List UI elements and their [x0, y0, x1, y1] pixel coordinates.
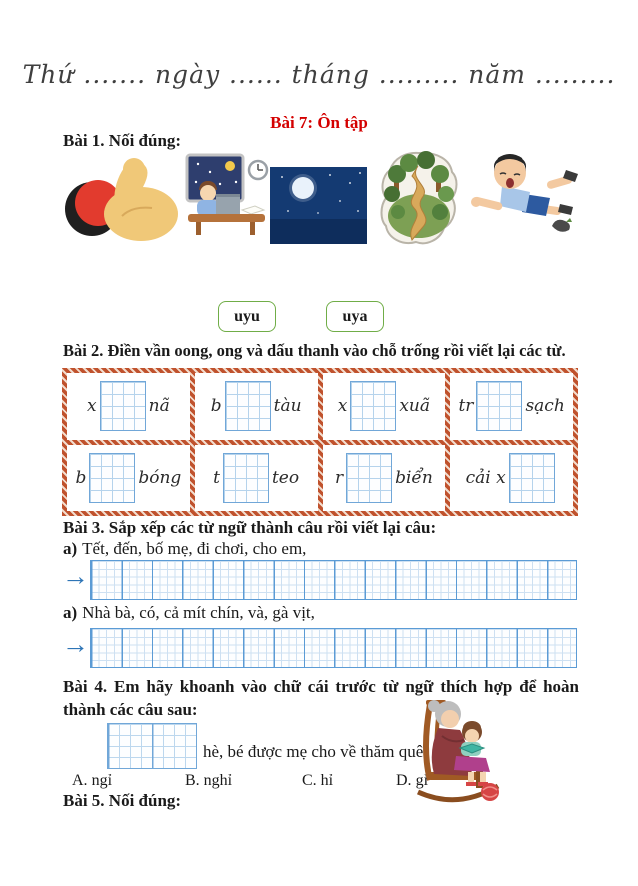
exercise1-heading: Bài 1. Nối đúng: — [63, 131, 182, 150]
item-text: Tết, đến, bố mẹ, đi chơi, cho em, — [82, 539, 307, 558]
exercise4-sentence: hè, bé được mẹ cho về thăm quê. — [203, 742, 428, 761]
boy-tripping-image — [466, 152, 578, 240]
table-cell — [67, 373, 190, 440]
table-cell — [195, 373, 318, 440]
word-suffix: bóng — [138, 467, 182, 488]
option-text: nghỉ — [203, 772, 233, 789]
exercise3-heading: Bài 3. Sắp xếp các từ ngữ thành câu rồi viết lại câu: — [63, 518, 437, 537]
option-b[interactable] — [185, 772, 232, 790]
write-in-grid[interactable] — [350, 381, 396, 431]
word-suffix: sạch — [525, 396, 565, 417]
word-prefix: x — [87, 396, 97, 417]
write-in-grid[interactable] — [225, 381, 271, 431]
option-text: gỉ — [415, 772, 429, 789]
word-suffix: biển — [395, 467, 433, 488]
exercise3-item-a1 — [63, 539, 306, 559]
word-prefix: b — [75, 467, 87, 488]
word-suffix: nã — [148, 396, 170, 417]
option-c[interactable] — [302, 772, 333, 790]
word-suffix: teo — [271, 467, 300, 488]
table-cell — [323, 373, 446, 440]
word-prefix: tr — [458, 396, 474, 417]
muscle-arm-image — [62, 156, 180, 244]
word-prefix: x — [337, 396, 348, 417]
word-suffix: xuã — [399, 396, 430, 417]
exercise5-heading: Bài 5. Nối đúng: — [63, 791, 182, 810]
exercise4-heading: Bài 4. Em hãy khoanh vào chữ cái trước từ ngữ thích hợp để hoàn thành các câu sau: — [63, 677, 579, 719]
word-prefix: r — [334, 467, 344, 488]
exercise4-write-in-grid[interactable] — [107, 723, 197, 769]
option-label: B. — [185, 772, 200, 789]
night-sky-moon-icon — [270, 167, 367, 244]
lesson-title: Bài 7: Ôn tập — [270, 113, 368, 132]
grandma-reading-icon — [408, 692, 508, 807]
word-prefix: b — [210, 396, 222, 417]
table-cell — [323, 445, 446, 512]
night-sky-image — [270, 167, 367, 244]
date-line: Thứ ....... ngày ...... tháng ......... năm ......... — [22, 60, 616, 89]
forest-path-icon — [378, 150, 460, 248]
grandma-reading-image — [408, 692, 508, 807]
option-label: A. — [72, 772, 88, 789]
boy-tripping-icon — [466, 152, 578, 240]
word-suffix: tàu — [273, 396, 302, 417]
exercise2-heading: Bài 2. Điền vần oong, ong và dấu thanh vào chỗ trống rồi viết lại các từ. — [63, 341, 566, 360]
table-cell — [450, 373, 573, 440]
writing-grid-2[interactable] — [90, 628, 577, 668]
item-text: Nhà bà, có, cả mít chín, và, gà vịt, — [82, 603, 315, 622]
answer-box-uya[interactable]: uya — [326, 301, 384, 332]
answer-box-uyu[interactable]: uyu — [218, 301, 276, 332]
word-prefix: cải x — [465, 467, 506, 488]
write-in-grid[interactable] — [346, 453, 392, 503]
option-label: D. — [396, 772, 412, 789]
exercise3-item-a2 — [63, 603, 315, 623]
writing-grid-1[interactable] — [90, 560, 577, 600]
item-label: a) — [63, 539, 78, 558]
write-in-grid[interactable] — [509, 453, 555, 503]
word-fill-table — [62, 368, 578, 516]
word-prefix: t — [213, 467, 220, 488]
child-studying-icon — [184, 152, 269, 237]
write-in-grid[interactable] — [100, 381, 146, 431]
write-in-grid[interactable] — [89, 453, 135, 503]
option-text: hỉ — [320, 772, 334, 789]
item-label: a) — [63, 603, 78, 622]
table-cell — [195, 445, 318, 512]
arrow-icon: → — [62, 629, 89, 659]
option-a[interactable] — [72, 772, 112, 790]
child-studying-image — [184, 152, 269, 237]
muscle-arm-icon — [62, 156, 180, 244]
table-cell — [67, 445, 190, 512]
arrow-icon: → — [62, 561, 89, 591]
option-label: C. — [302, 772, 317, 789]
write-in-grid[interactable] — [476, 381, 522, 431]
table-cell — [450, 445, 573, 512]
write-in-grid[interactable] — [223, 453, 269, 503]
forest-path-image — [378, 150, 460, 248]
option-text: ngỉ — [91, 772, 113, 789]
